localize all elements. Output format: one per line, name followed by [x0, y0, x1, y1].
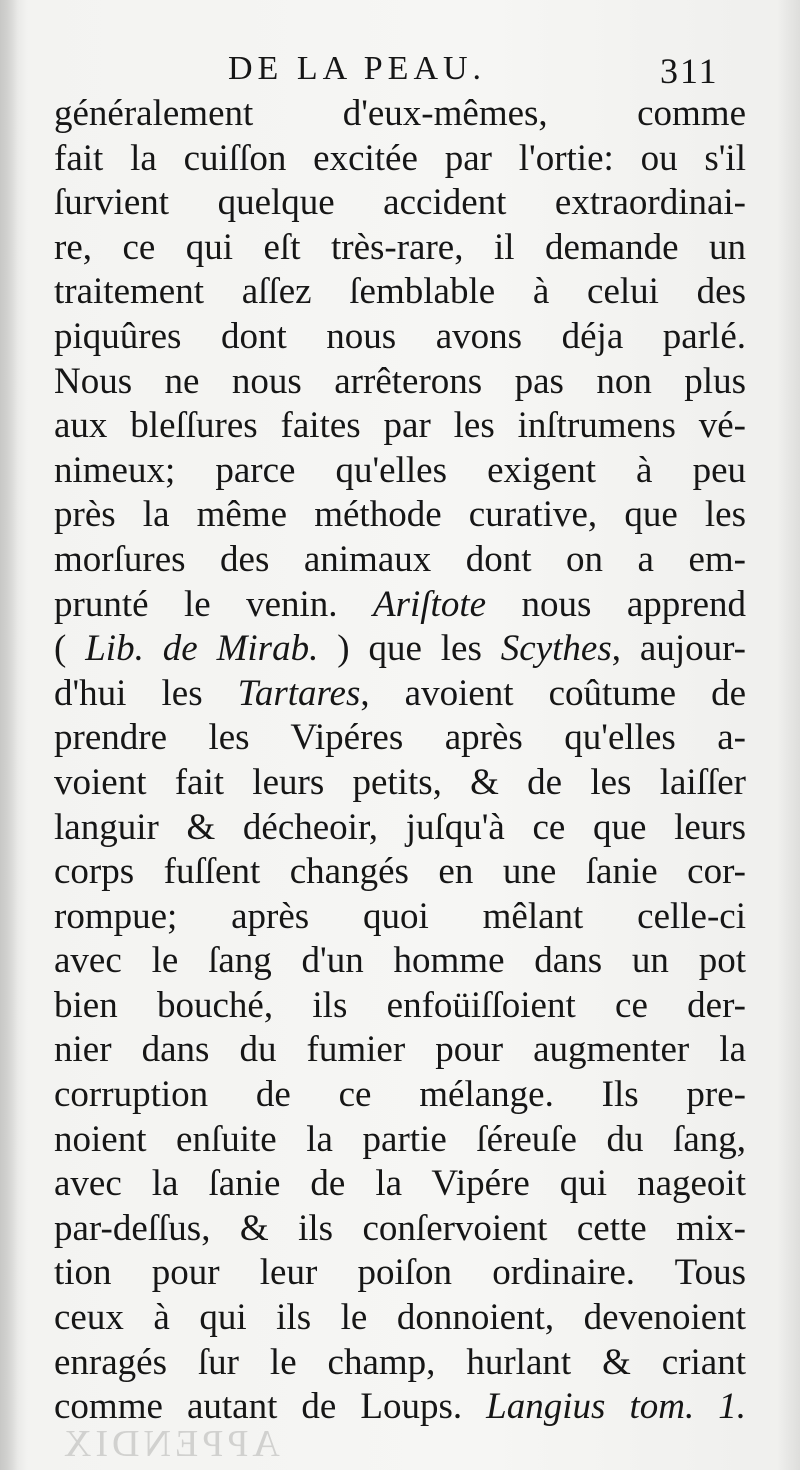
text-line: avec la ſanie de la Vipére qui nageoit [54, 1163, 746, 1205]
text-line: nimeux; parce qu'elles exigent à peu [54, 449, 746, 491]
text-line: morſures des animaux dont on a em- [54, 538, 746, 580]
text-line: corps fuſſent changés en une ſanie cor- [54, 851, 746, 893]
text-line: tion pour leur poiſon ordinaire. Tous [54, 1252, 746, 1294]
text-line: avec le ſang d'un homme dans un pot [54, 940, 746, 982]
text-line: comme autant de Loups. Langius tom. 1. [54, 1386, 746, 1428]
text-line: ( Lib. de Mirab. ) que les Scythes, aujour- [54, 628, 747, 670]
body-text [54, 92, 746, 1430]
text-line: généralement d'eux-mêmes, comme [54, 93, 746, 134]
text-line: ſurvient quelque accident extraordinai- [54, 182, 746, 224]
text-line: voient fait leurs petits, & de les laiſſer [54, 761, 746, 803]
text-line: bien bouché, ils enfoüiſſoient ce der- [54, 984, 746, 1026]
text-line: languir & décheoir, juſqu'à ce que leurs [54, 806, 746, 848]
page-edge [778, 0, 800, 1470]
text-line: corruption de ce mélange. Ils pre- [54, 1074, 746, 1116]
page-number: 311 [660, 51, 719, 91]
text-line: Nous ne nous arrêterons pas non plus [54, 360, 746, 402]
text-line: ceux à qui ils le donnoient, devenoient [54, 1297, 746, 1339]
text-line: près la même méthode curative, que les [54, 494, 746, 536]
text-line: re, ce qui eſt très-rare, il demande un [54, 226, 746, 268]
text-line: fait la cuiſſon excitée par l'ortie: ou s'il [54, 137, 746, 179]
text-line: nier dans du fumier pour augmenter la [54, 1029, 746, 1071]
text-line: noient enſuite la partie ſéreuſe du ſang, [54, 1118, 746, 1160]
text-line: rompue; après quoi mêlant celle-ci [54, 895, 746, 937]
text-line: traitement aſſez ſemblable à celui des [54, 271, 746, 313]
text-line: prunté le venin. Ariſtote nous apprend [54, 583, 746, 625]
page-header [0, 44, 800, 94]
running-head: DE LA PEAU. [228, 50, 487, 87]
gutter-shadow [0, 0, 18, 1470]
text-line: piquûres dont nous avons déja parlé. [54, 315, 746, 357]
text-line: prendre les Vipéres après qu'elles a- [54, 717, 746, 759]
text-line: aux bleſſures faites par les inſtrumens vé- [54, 405, 746, 447]
text-line: par-deſſus, & ils conſervoient cette mix- [54, 1207, 746, 1249]
bleed-through-text: APPENDIX [60, 1423, 280, 1465]
text-line: d'hui les Tartares, avoient coûtume de [54, 672, 746, 714]
text-line: enragés ſur le champ, hurlant & criant [54, 1341, 746, 1383]
